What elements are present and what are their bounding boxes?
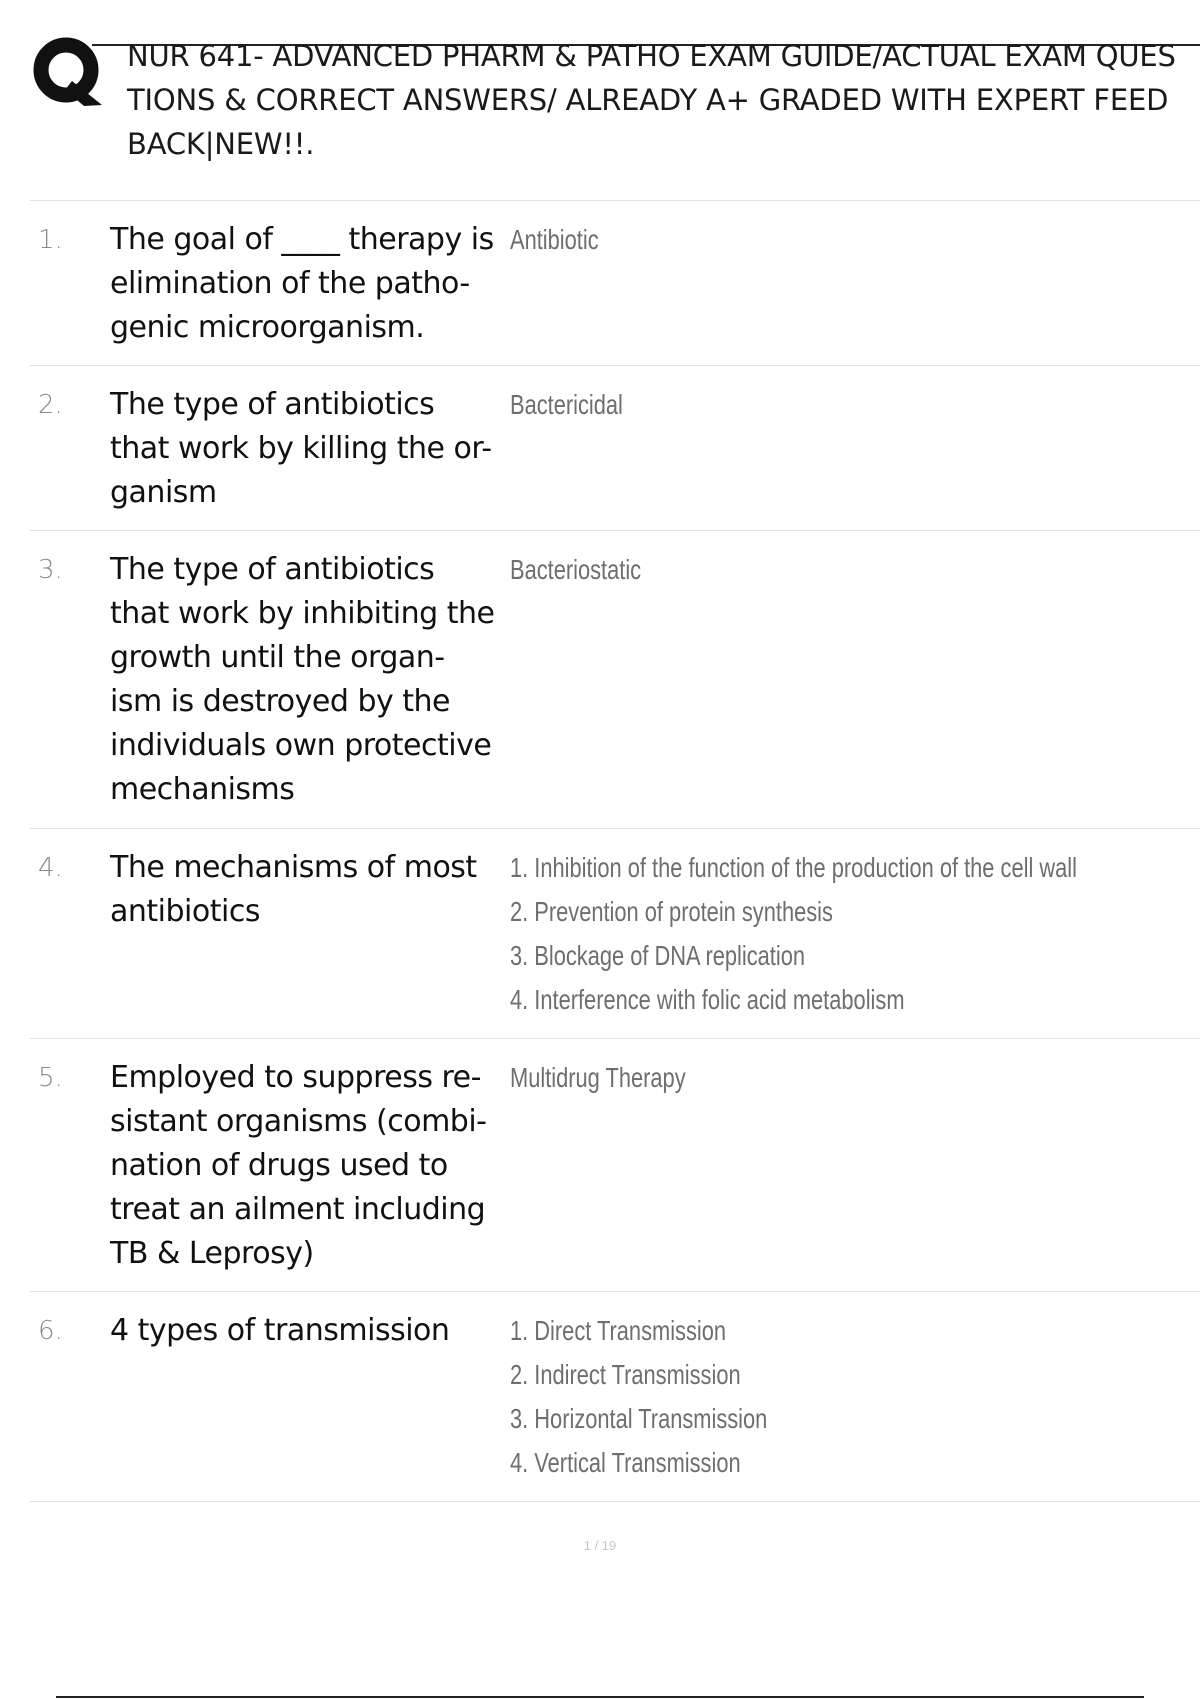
question-text xyxy=(110,1309,532,1353)
qa-row xyxy=(30,1039,1200,1292)
qa-row xyxy=(30,366,1200,531)
qa-row xyxy=(30,829,1200,1039)
answer-text xyxy=(510,1056,1040,1100)
answer-text xyxy=(510,1309,1040,1485)
question-line: individuals own protective xyxy=(110,728,492,763)
answer-line: Bacteriostatic xyxy=(510,554,642,585)
answer-line: 2. Prevention of protein synthesis xyxy=(510,896,833,927)
answer-line: 1. Direct Transmission xyxy=(510,1315,727,1346)
question-line: treat an ailment including xyxy=(110,1192,486,1227)
question-line: antibiotics xyxy=(110,894,260,929)
question-line: growth until the organ- xyxy=(110,640,445,675)
question-text xyxy=(110,1056,532,1276)
question-line: The mechanisms of most xyxy=(110,850,477,885)
answer-line: 4. Vertical Transmission xyxy=(510,1447,741,1478)
answer-text xyxy=(510,846,1077,1022)
question-line: that work by killing the or- xyxy=(110,431,492,466)
item-number: 6. xyxy=(38,1316,63,1346)
question-line: The type of antibiotics xyxy=(110,387,435,422)
title-line: BACK|NEW!!. xyxy=(127,127,315,161)
qa-row xyxy=(30,1292,1200,1502)
question-line: The goal of ____ therapy is xyxy=(110,222,494,257)
answer-line: 3. Blockage of DNA replication xyxy=(510,940,806,971)
bottom-divider xyxy=(56,1696,1144,1698)
item-number: 1. xyxy=(38,225,63,255)
question-line: TB & Leprosy) xyxy=(110,1236,314,1271)
question-line: 4 types of transmission xyxy=(110,1313,450,1348)
question-text xyxy=(110,548,532,812)
title-line: TIONS & CORRECT ANSWERS/ ALREADY A+ GRADED WITH EXPERT FEED xyxy=(127,83,1169,117)
page-number: 1 / 19 xyxy=(583,1538,617,1553)
answer-line: 3. Horizontal Transmission xyxy=(510,1403,768,1434)
question-line: nation of drugs used to xyxy=(110,1148,448,1183)
title-line: NUR 641- ADVANCED PHARM & PATHO EXAM GUIDE/ACTUAL EXAM QUES xyxy=(127,39,1176,73)
question-line: Employed to suppress re- xyxy=(110,1060,481,1095)
item-number: 3. xyxy=(38,555,63,585)
item-number: 5. xyxy=(38,1063,63,1093)
question-text xyxy=(110,383,532,515)
answer-line: Bactericidal xyxy=(510,389,623,420)
question-line: genic microorganism. xyxy=(110,310,425,345)
answer-line: 1. Inhibition of the function of the production of the cell wall xyxy=(510,852,1077,883)
question-line: that work by inhibiting the xyxy=(110,596,495,631)
question-answer-list xyxy=(30,200,1200,1502)
answer-text xyxy=(510,548,1040,592)
question-line: elimination of the patho- xyxy=(110,266,470,301)
question-line: The type of antibiotics xyxy=(110,552,435,587)
answer-line: 4. Interference with folic acid metabolism xyxy=(510,984,905,1015)
question-line: sistant organisms (combi- xyxy=(110,1104,487,1139)
answer-line: 2. Indirect Transmission xyxy=(510,1359,741,1390)
question-line: ganism xyxy=(110,475,217,510)
qa-row xyxy=(30,531,1200,829)
document-header xyxy=(30,30,1200,170)
answer-line: Antibiotic xyxy=(510,224,599,255)
question-line: mechanisms xyxy=(110,772,295,807)
answer-text xyxy=(510,383,1040,427)
question-line: ism is destroyed by the xyxy=(110,684,451,719)
answer-line: Multidrug Therapy xyxy=(510,1062,686,1093)
document-title xyxy=(127,34,1200,166)
question-text xyxy=(110,218,532,350)
answer-text xyxy=(510,218,1040,262)
question-text xyxy=(110,846,532,934)
item-number: 2. xyxy=(38,390,63,420)
qa-row xyxy=(30,201,1200,366)
item-number: 4. xyxy=(38,853,63,883)
